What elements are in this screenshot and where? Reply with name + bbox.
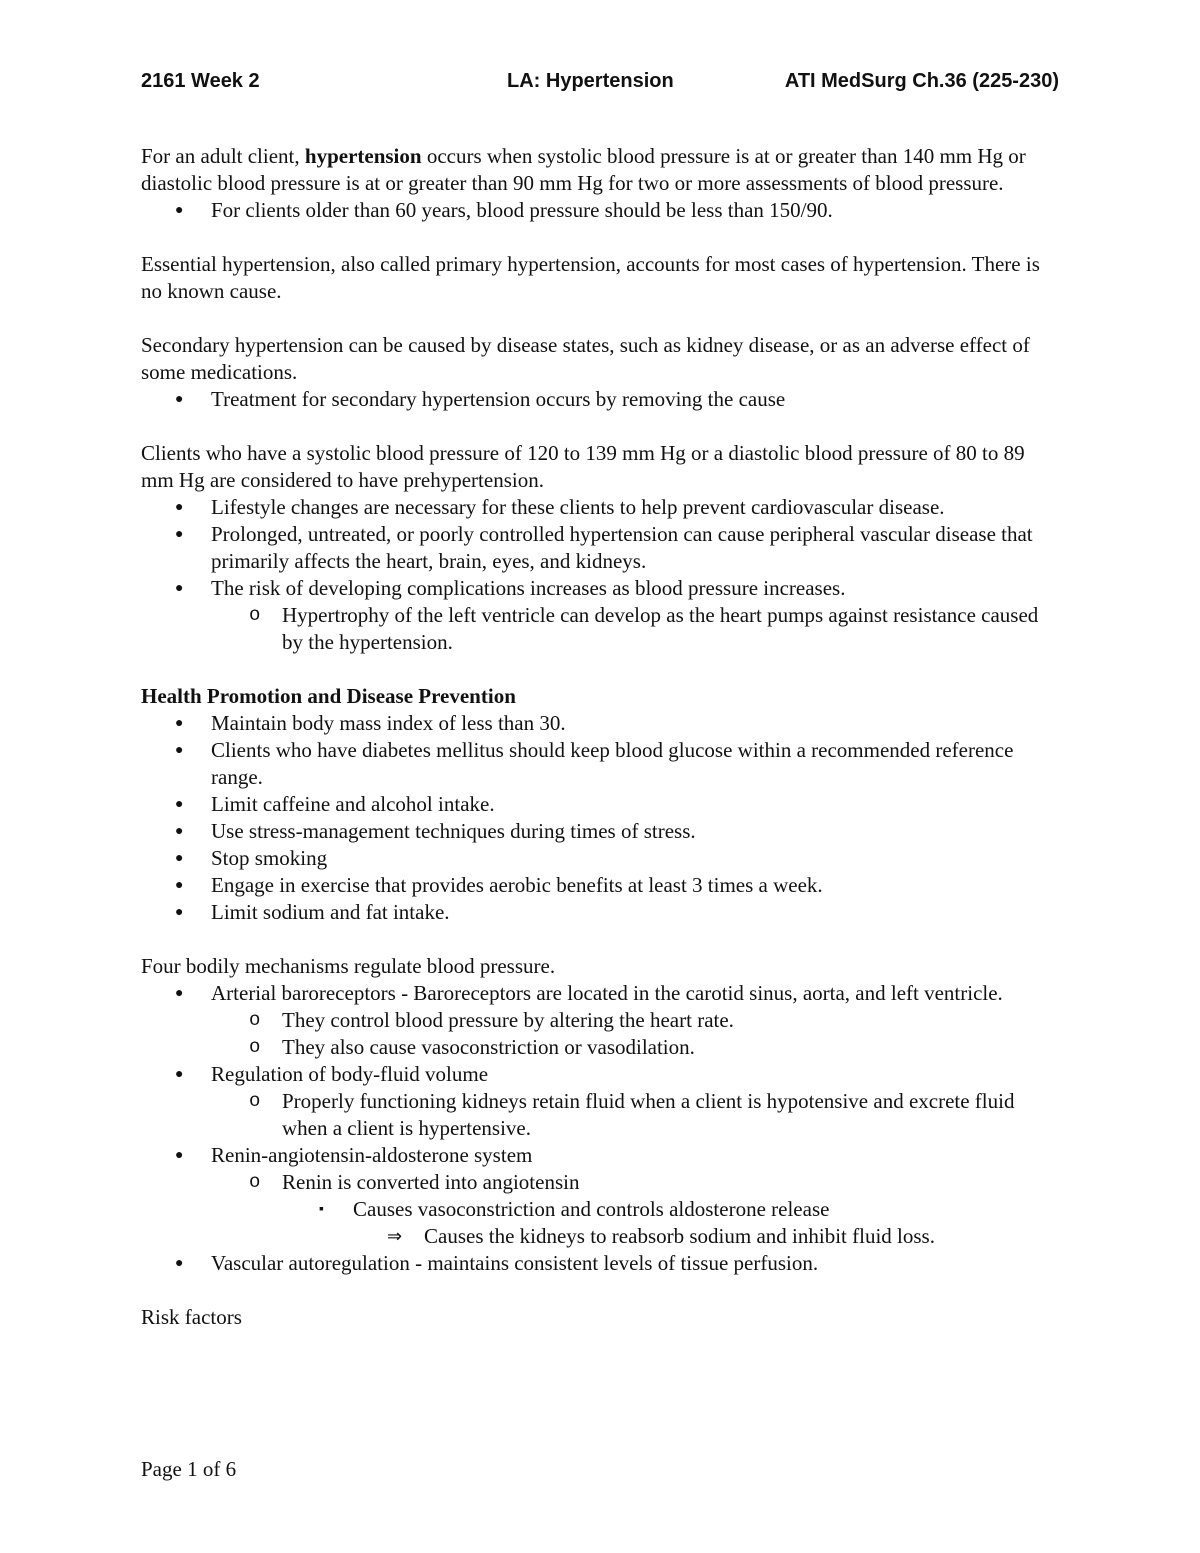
term-hypertension: hypertension bbox=[304, 144, 422, 168]
header-reference: ATI MedSurg Ch.36 (225-230) bbox=[784, 70, 1059, 92]
list-item: o Properly functioning kidneys retain fluid when a client is hypotensive and excrete fluid when a client is hypertensive. bbox=[249, 1089, 1015, 1140]
list-item: ● Vascular autoregulation - maintains consistent levels of tissue perfusion. bbox=[175, 1251, 819, 1275]
bullet-marker: ● bbox=[175, 1067, 184, 1082]
bullet-marker: ● bbox=[175, 905, 184, 920]
bullet-marker: ● bbox=[175, 527, 184, 542]
list-item: ● Limit sodium and fat intake. bbox=[175, 900, 450, 924]
list-item: ● Clients who have diabetes mellitus should keep blood glucose within a recommended reference range. bbox=[175, 738, 1014, 789]
list-item: ▪ Causes vasoconstriction and controls aldosterone release bbox=[319, 1197, 830, 1221]
bullet-marker: ● bbox=[175, 824, 184, 839]
list-item: ● Lifestyle changes are necessary for these clients to help prevent cardiovascular disease. bbox=[175, 495, 945, 519]
list-item: ● The risk of developing complications increases as blood pressure increases. bbox=[175, 576, 846, 600]
list-item: ● Arterial baroreceptors - Baroreceptors are located in the carotid sinus, aorta, and left ventricle. bbox=[175, 981, 1003, 1005]
bullet-marker: ● bbox=[175, 1256, 184, 1271]
list-item: o They control blood pressure by altering the heart rate. bbox=[249, 1008, 734, 1032]
risk-factors-paragraph: Risk factors bbox=[141, 1305, 242, 1329]
circle-marker: o bbox=[249, 1009, 261, 1031]
square-marker: ▪ bbox=[319, 1202, 324, 1217]
secondary-list bbox=[141, 386, 1059, 413]
list-item: ⇒ Causes the kidneys to reabsorb sodium and inhibit fluid loss. bbox=[387, 1224, 935, 1248]
list-item: ● Prolonged, untreated, or poorly controlled hypertension can cause peripheral vascular disease that primarily affects the heart, brain, eyes, and kidneys. bbox=[175, 522, 1033, 573]
circle-marker: o bbox=[249, 1036, 261, 1058]
bullet-marker: ● bbox=[175, 500, 184, 515]
bullet-marker: ● bbox=[175, 743, 184, 758]
list-item: ● Engage in exercise that provides aerobic benefits at least 3 times a week. bbox=[175, 873, 823, 897]
header-topic: LA: Hypertension bbox=[507, 70, 674, 92]
list-item: ● Renin-angiotensin-aldosterone system bbox=[175, 1143, 533, 1167]
circle-marker: o bbox=[249, 1090, 261, 1112]
bullet-marker: ● bbox=[175, 851, 184, 866]
mechanisms-paragraph: Four bodily mechanisms regulate blood pressure. bbox=[141, 954, 556, 978]
arrow-marker: ⇒ bbox=[387, 1226, 403, 1246]
bullet-marker: ● bbox=[175, 1148, 184, 1163]
list-item: ● For clients older than 60 years, blood pressure should be less than 150/90. bbox=[175, 198, 833, 222]
circle-marker: o bbox=[249, 1171, 261, 1193]
prehypertension-paragraph: Clients who have a systolic blood pressure of 120 to 139 mm Hg or a diastolic blood pressure of 80 to 89 mm Hg are considered to have prehypertension. bbox=[141, 441, 1025, 492]
page-header bbox=[141, 70, 1059, 100]
page-footer: Page 1 of 6 bbox=[141, 1457, 237, 1481]
list-item: ● Treatment for secondary hypertension occurs by removing the cause bbox=[175, 387, 786, 411]
list-item: o Renin is converted into angiotensin bbox=[249, 1170, 580, 1194]
list-item: ● Stop smoking bbox=[175, 846, 328, 870]
list-item: ● Maintain body mass index of less than 30. bbox=[175, 711, 566, 735]
section-heading: Health Promotion and Disease Prevention bbox=[141, 684, 516, 708]
bullet-marker: ● bbox=[175, 716, 184, 731]
list-item: o They also cause vasoconstriction or vasodilation. bbox=[249, 1035, 695, 1059]
bullet-marker: ● bbox=[175, 986, 184, 1001]
intro-paragraph: For an adult client, hypertension occurs when systolic blood pressure is at or greater than 140 mm Hg or diastolic blood pressure is at or greater than 90 mm Hg for two or more assessments of blood pressure. bbox=[141, 144, 1026, 195]
prehypertension-list bbox=[141, 494, 1059, 656]
secondary-paragraph: Secondary hypertension can be caused by disease states, such as kidney disease, or as an adverse effect of some medications. bbox=[141, 333, 1030, 384]
essential-paragraph: Essential hypertension, also called primary hypertension, accounts for most cases of hypertension. There is no known cause. bbox=[141, 252, 1040, 303]
circle-marker: o bbox=[249, 604, 261, 626]
bullet-marker: ● bbox=[175, 581, 184, 596]
intro-list bbox=[141, 197, 1059, 224]
header-course: 2161 Week 2 bbox=[141, 70, 260, 92]
document-body bbox=[141, 143, 1059, 1331]
bullet-marker: ● bbox=[175, 392, 184, 407]
list-item: ● Use stress-management techniques during times of stress. bbox=[175, 819, 696, 843]
list-item: ● Regulation of body-fluid volume bbox=[175, 1062, 489, 1086]
health-promotion-list bbox=[141, 710, 1059, 926]
bullet-marker: ● bbox=[175, 797, 184, 812]
bullet-marker: ● bbox=[175, 878, 184, 893]
list-item: o Hypertrophy of the left ventricle can develop as the heart pumps against resistance caused by the hypertension. bbox=[249, 603, 1039, 654]
mechanisms-list bbox=[141, 980, 1059, 1277]
bullet-marker: ● bbox=[175, 203, 184, 218]
list-item: ● Limit caffeine and alcohol intake. bbox=[175, 792, 495, 816]
